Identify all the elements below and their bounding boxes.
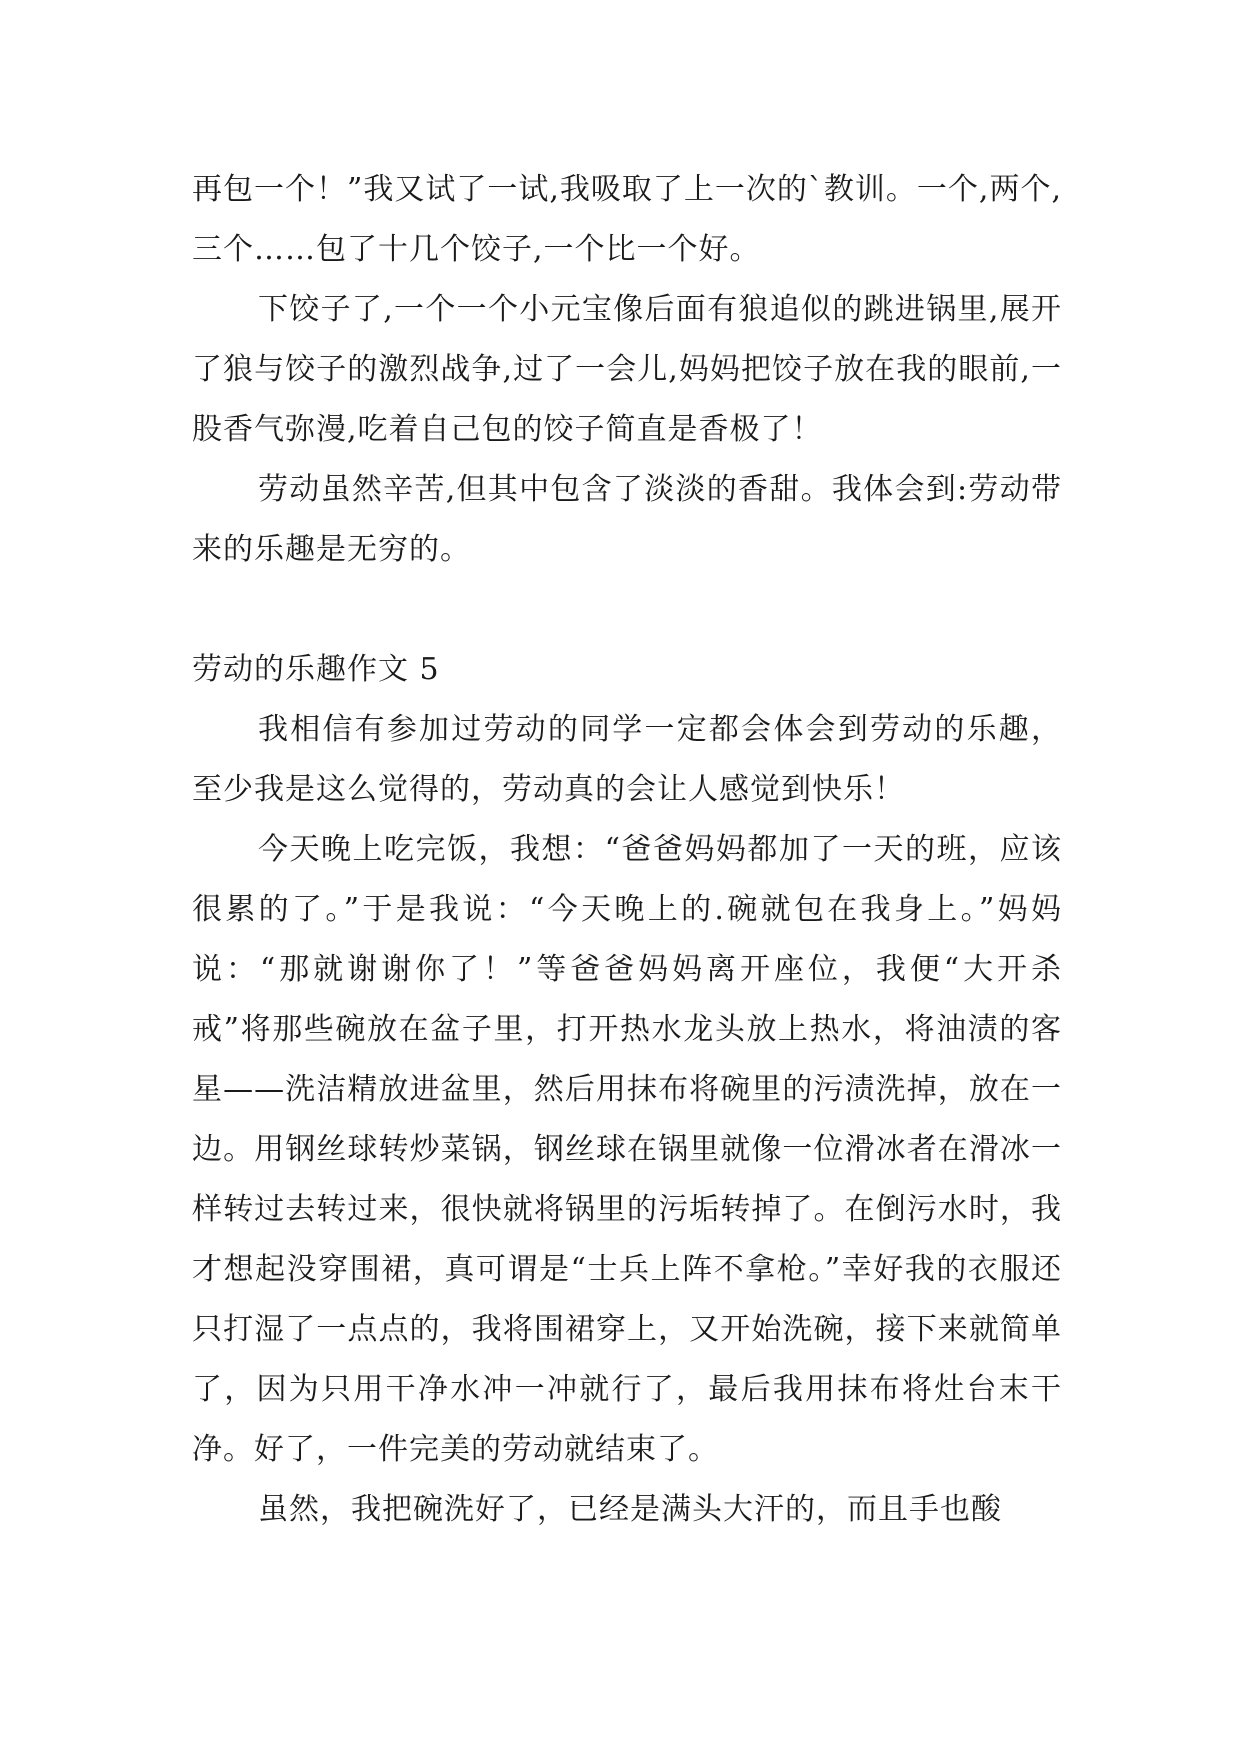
paragraph: 劳动虽然辛苦,但其中包含了淡淡的香甜。我体会到:劳动带来的乐趣是无穷的。 [192,472,1062,567]
paragraph: 我相信有参加过劳动的同学一定都会体会到劳动的乐趣，至少我是这么觉得的，劳动真的会让人感觉到快乐！ [192,712,1062,807]
paragraph: 再包一个！”我又试了一试,我吸取了上一次的`教训。一个,两个,三个……包了十几个饺子,一个比一个好。 [192,172,1062,267]
section-heading: 劳动的乐趣作文 5 [192,652,440,687]
paragraph: 下饺子了,一个一个小元宝像后面有狼追似的跳进锅里,展开了狼与饺子的激烈战争,过了一会儿,妈妈把饺子放在我的眼前,一股香气弥漫,吃着自己包的饺子简直是香极了！ [192,292,1062,447]
paragraph: 今天晚上吃完饭，我想：“爸爸妈妈都加了一天的班，应该很累的了。”于是我说：“今天晚上的.碗就包在我身上。”妈妈说：“那就谢谢你了！”等爸爸妈妈离开座位，我便“大开杀戒”将那些碗放在盆子里，打开热水龙头放上热水，将油渍的客星——洗洁精放进盆里，然后用抹布将碗里的污渍洗掉，放在一边。用钢丝球转炒菜锅，钢丝球在锅里就像一位滑冰者在滑冰一样转过去转过来，很快就将锅里的污垢转掉了。在倒污水时，我才想起没穿围裙，真可谓是“士兵上阵不拿枪。”幸好我的衣服还只打湿了一点点的，我将围裙穿上，又开始洗碗，接下来就简单了，因为只用干净水冲一冲就行了，最后我用抹布将灶台末干净。好了，一件完美的劳动就结束了。 [192,832,1062,1467]
paragraph: 虽然，我把碗洗好了，已经是满头大汗的，而且手也酸 [258,1492,1002,1527]
document-body [192,160,1062,1540]
section-gap [192,580,1062,640]
